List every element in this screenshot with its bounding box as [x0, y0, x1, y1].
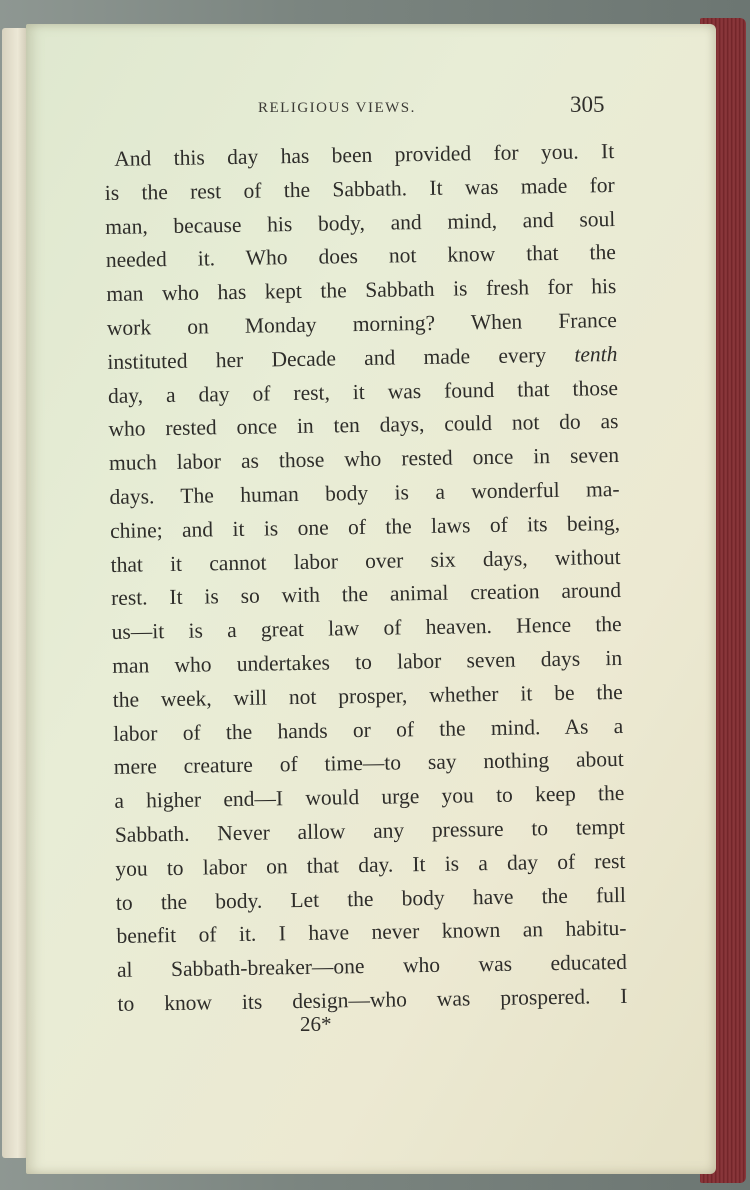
text-line: man who undertakes to labor seven days in: [112, 645, 623, 678]
text-line: us—it is a great law of heaven. Hence the: [111, 612, 622, 645]
left-page-edge: [2, 28, 28, 1158]
text-line: to know its design—who was prospered. I: [117, 983, 628, 1016]
page-body-text: [104, 135, 628, 1022]
text-line: days. The human body is a wonderful ma-: [109, 476, 620, 509]
text-line: labor of the hands or of the mind. As a: [113, 713, 624, 746]
text-line: Sabbath. Never allow any pressure to tempt: [114, 814, 625, 847]
text-line: day, a day of rest, it was found that those: [107, 375, 619, 408]
emphasis-word: tenth: [574, 341, 618, 367]
text-line: to the body. Let the body have the full: [115, 882, 627, 915]
text-line: man, because his body, and mind, and soul: [105, 206, 616, 239]
signature-mark: 26*: [300, 1012, 332, 1036]
text-line: mere creature of time—to say nothing about: [113, 747, 624, 780]
text-line: much labor as those who rested once in seven: [108, 443, 620, 476]
text-line: chine; and it is one of the laws of its being,: [109, 510, 621, 543]
text-line: benefit of it. I have never known an habitu-: [116, 916, 627, 949]
text-line: needed it. Who does not know that the: [105, 240, 616, 273]
text-line: rest. It is so with the animal creation around: [110, 578, 622, 611]
text-line: a higher end—I would urge you to keep the: [114, 781, 625, 814]
text-line: that it cannot labor over six days, without: [110, 544, 621, 577]
text-line: who rested once in ten days, could not do as: [108, 409, 619, 442]
text-line: And this day has been provided for you. It: [114, 138, 615, 171]
text-line: man who has kept the Sabbath is fresh for his: [106, 274, 617, 307]
page-number: 305: [570, 92, 605, 117]
text-line: work on Monday morning? When France: [106, 307, 618, 340]
text-line: is the rest of the Sabbath. It was made for: [104, 172, 615, 205]
text-line: the week, will not prosper, whether it be the: [112, 679, 623, 712]
running-title: RELIGIOUS VIEWS.: [258, 100, 416, 116]
text-line: al Sabbath-breaker—one who was educated: [116, 950, 628, 983]
text-line: you to labor on that day. It is a day of rest: [115, 848, 626, 881]
text-line: instituted her Decade and made every tenth: [107, 341, 618, 374]
